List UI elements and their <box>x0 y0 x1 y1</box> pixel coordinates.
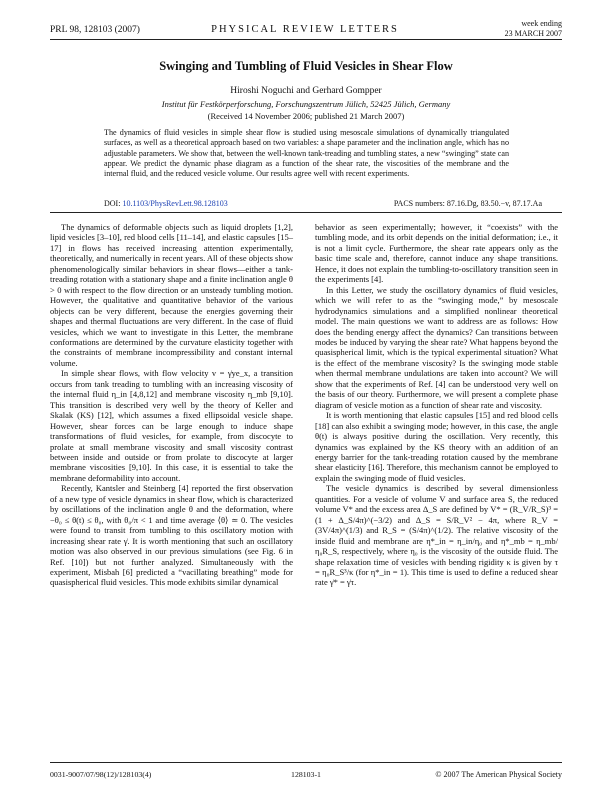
pacs-numbers: PACS numbers: 87.16.Dg, 83.50.−v, 87.17.Aa <box>393 199 542 208</box>
paragraph: The vesicle dynamics is described by several dimensionless quantities. For a vesicle of volume V and surface area S, the reduced volume V* and the excess area Δ_S are defined by V* = (R_V/R_S)³ = (1 + Δ_S/4π)^(−3/2) and Δ_S = S/R_V² − 4π, where R_V = (3V/4π)^(1/3) and R_S = (S/4π)^(1/2). The relative viscosity of the inside fluid and membrane are η*_in = η_in/η₀ and η*_mb = η_mb/η₀R_S, respectively, where η₀ is the viscosity of the outside fluid. The shape relaxation time of vesicles with bending rigidity κ is given by τ = η₀R_S³/κ (for η*_in = 1). This time is used to define a reduced shear rate γ̇* = γ̇τ. <box>315 483 558 588</box>
copyright: © 2007 The American Physical Society <box>435 770 562 779</box>
article-title: Swinging and Tumbling of Fluid Vesicles in Shear Flow <box>159 59 453 73</box>
journal-ref: PRL 98, 128103 (2007) <box>50 25 140 35</box>
received-dates: (Received 14 November 2006; published 21 March 2007) <box>207 111 405 121</box>
issue-date <box>505 19 562 39</box>
doi-line <box>104 199 228 208</box>
authors: Hiroshi Noguchi and Gerhard Gompper <box>230 86 382 96</box>
page-number: 128103-1 <box>291 770 321 779</box>
body-column-right <box>315 222 558 588</box>
abstract-rule <box>50 212 562 213</box>
week-label: week ending <box>521 19 562 28</box>
footer-rule <box>50 762 562 763</box>
paragraph: It is worth mentioning that elastic capsules [15] and red blood cells [18] can also exhibit a swinging mode; however, in this case, the angle θ(t) is always positive during the oscillation. Very recently, this dynamics was explained by the KS theory with an addition of an energy barrier for the tank-treading rotation caused by the membrane shear elasticity [16]. Therefore, this mechanism cannot be employed to explain the swinging mode of fluid vesicles. <box>315 410 558 483</box>
journal-name: PHYSICAL REVIEW LETTERS <box>211 24 399 35</box>
paragraph: The dynamics of deformable objects such as liquid droplets [1,2], lipid vesicles [3–10], red blood cells [11–14], and elastic capsules [15–17] in flows has received increasing attention experimentally, theoretically, and numerically in recent years. All of these objects show phenomenologically similar behaviors in shear flows—either a tank-treading rotation with a stationary shape and a finite inclination angle θ > 0 with respect to the flow direction or an unsteady tumbling motion. However, the qualitative and quantitative behavior of the various objects can be very different, because the energies governing their shapes and thermal fluctuations are very different. In the case of fluid vesicles, which we want to investigate in this Letter, the membrane conformations are determined by the curvature elasticity together with the constraints of membrane incompressibility and constant internal volume. <box>50 222 293 368</box>
paragraph: In this Letter, we study the oscillatory dynamics of fluid vesicles, which we will refer to as the “swinging mode,” by mesoscale hydrodynamics simulations and a simplified nonlinear theoretical model. The main questions we want to address are as follows: How does the bending energy affect the dynamics? Can transitions between modes be induced by varying the shear rate? What happens beyond the quasispherical limit, which is the typical experimental situation? What is the effect of the membrane viscosity? Is the swinging mode stable when thermal membrane undulations are taken into account? We will show that the experiments of Ref. [4] can be understood very well on the basis of our theory. Furthermore, we will present a complete phase diagram of vesicle motion as a function of shear rate and viscosity. <box>315 284 558 410</box>
body-column-left <box>50 222 293 588</box>
doi-label: DOI: <box>104 199 121 208</box>
date-text: 23 MARCH 2007 <box>504 29 562 38</box>
paragraph: Recently, Kantsler and Steinberg [4] reported the first observation of a new type of vesicle dynamics in shear flow, which is characterized by oscillations of the inclination angle θ and the deformation, where −θ₀ ≤ θ(t) ≤ θ₀, with θ₀/π < 1 and time average ⟨θ⟩ ≃ 0. The vesicles were found to transit from tumbling to this oscillatory motion with increasing shear rate γ̇. It is worth mentioning that such an oscillatory motion was also observed in our previous simulations (see Fig. 6 in Ref. [10]) but not further analyzed. Simultaneously with the experiment, Misbah [6] predicted a “vacillating breathing” mode for quasispherical fluid vesicles. This mode exhibits similar dynamical <box>50 483 293 588</box>
abstract: The dynamics of fluid vesicles in simple shear flow is studied using mesoscale simulations of dynamically triangulated surfaces, as well as a theoretical approach based on two variables: a shape parameter and the inclination angle, which has no adjustable parameters. We show that, between the well-known tank-treading and tumbling states, a new “swinging” state can appear. We predict the dynamic phase diagram as a function of the shear rate, the viscosities of the membrane and the internal fluid, and the reduced vesicle volume. Our results agree well with recent experiments. <box>104 128 509 179</box>
header-rule <box>50 39 562 40</box>
paragraph: In simple shear flows, with flow velocity v = γ̇ye_x, a transition occurs from tank treading to tumbling with an increasing viscosity of the internal fluid η_in [4,8,12] and membrane viscosity η_mb [9,10]. This transition is described very well by the theory of Keller and Skalak (KS) [12], which assumes a fixed ellipsoidal vesicle shape. However, shear forces can be large enough to induce shape transformations of fluid vesicles, for example, from discocyte to prolate at small membrane viscosity and small viscosity contrast between inside and outside or from prolate to discocyte at larger membrane viscosities [9,10]. In this case, it is essential to take the membrane deformability into account. <box>50 368 293 483</box>
footer-code: 0031-9007/07/98(12)/128103(4) <box>50 770 152 779</box>
affiliation: Institut für Festkörperforschung, Forschungszentrum Jülich, 52425 Jülich, Germany <box>161 99 451 109</box>
paragraph: behavior as seen experimentally; however, it “coexists” with the tumbling mode, and its orbit depends on the initial deformation; i.e., it is not a limit cycle. Furthermore, the shear rate appears only as the basic time scale and, therefore, cannot induce any shape transitions. Hence, it does not explain the tumbling-to-oscillatory transition seen in the experiments [4]. <box>315 222 558 285</box>
doi-link[interactable]: 10.1103/PhysRevLett.98.128103 <box>122 199 228 208</box>
